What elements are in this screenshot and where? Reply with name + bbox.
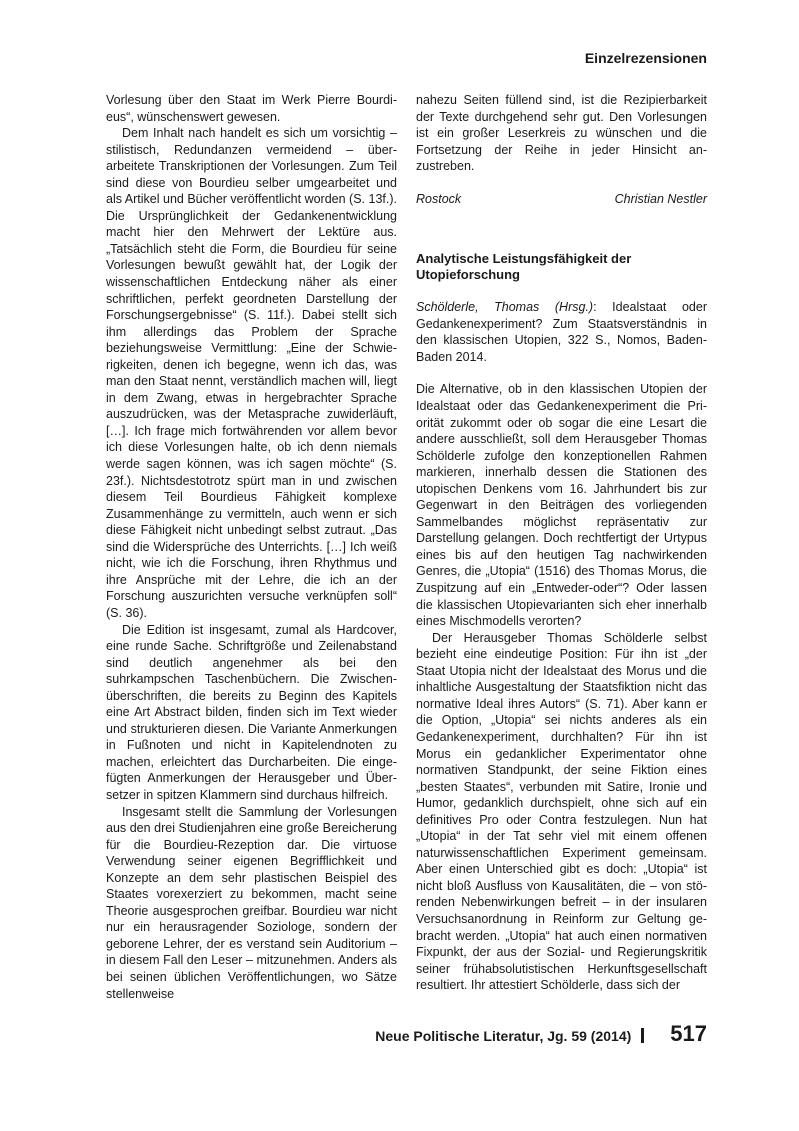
paragraph: Insgesamt stellt die Sammlung der Vorlesungen aus den drei Studienjahren eine große Bereicherung für die Bourdieu-Rezeption dar. Die virtuose Verwendung seiner eigenen Begrifflichkeit und Konzepte an dem sehr plastischen Beispiel des Staates vorexerziert zu bekommen, macht seine Theorie ausgesprochen greifbar. Bourdieu war nicht nur ein herausragender Soziologe, sondern der geborene Lehrer, der es verstand sein Auditorium – in diesem Fall den Leser – mitzunehmen. Anders als bei seinen üblichen Veröffentlichungen, wo Sätze stellenweise: [106, 804, 397, 1001]
paragraph: nahezu Seiten füllend sind, ist die Rezipierbarkeit der Texte durchgehend sehr gut. Den Vorlesungen ist ein großer Leserkreis zu wünschen und die Fortsetzung der Reihe in jeder Hinsicht anzustreben.: [416, 93, 707, 174]
section-label: Einzelrezensionen: [584, 50, 707, 66]
review-signature: [416, 191, 707, 208]
paragraph: Die Alternative, ob in den klassischen Utopien der Idealstaat oder das Gedankenexperiment die Priorität zukommt oder ob sogar die eine Lesart die andere ausschließt, soll dem Herausgeber Thomas Schölderle zufolge den konzeptionellen Rahmen markieren, innerhalb dessen die Stationen des utopischen Denkens vom 16. Jahrhundert bis zur Gegenwart in den Beiträgen des vorliegenden Sammelbandes möglichst repräsentativ zur Darstellung gelangen. Doch rechtfertigt der Urtypus eines bis auf den heutigen Tag nachwirkenden Genres, die „Utopia“ (1516) des Thomas Morus, die Zuspitzung auf ein „Entweder-oder“? Oder lassen die klassischen Utopievarianten sich eher innerhalb eines Mischmodells verorten?: [416, 382, 707, 629]
footer-separator: [641, 1028, 644, 1043]
journal-citation: Neue Politische Literatur, Jg. 59 (2014): [375, 1028, 632, 1044]
biblio-details: : Idealstaat oder Gedankenexperiment? Zum Staatsverständnis in den klassischen Utopien, 322 S., Nomos, Baden-Baden 2014.: [416, 300, 707, 364]
paragraph: Der Herausgeber Thomas Schölderle selbst bezieht eine eindeutige Position: Für ihn ist „der Staat Utopia nicht der Idealstaat des Morus und die inhaltliche Ausgestaltung der Staatsfiktion nicht das normative Ideal ihres Autors“ (S. 71). Aber kann er die Option, „Utopia“ sei nichts anderes als ein Gedankenexperiment, durchhalten? Für ihn ist Morus ein gedanklicher Experimentator ohne normativen Standpunkt, der seine Fiktion eines „besten Staates“, verbunden mit Satire, Ironie und Humor, gedanklich durchspielt, ohne sich auf ein definitives Pro oder Contra festzulegen. Nun hat „Utopia“ in der Tat sehr viel mit einem offenen naturwissenschaftlichen Experiment gemeinsam. Aber einen Unterschied gibt es doch: „Utopia“ ist nicht bloß Ausfluss von Kausalitäten, die – von störenden Nebenwirkungen befreit – in der insularen Versuchsanordnung in Reinform zur Geltung gebracht werden. „Utopia“ hat auch einen normativen Fixpunkt, der aus der Sozial- und Regierungskritik seiner frühabsolutistischen Herkunftsgesellschaft resultiert. Ihr attestiert Schölderle, dass sich der: [416, 630, 707, 993]
review-title: Analytische Leistungsfähigkeit der Utopieforschung: [416, 251, 632, 283]
paragraph: Vorlesung über den Staat im Werk Pierre Bourdieus“, wünschenswert gewesen.: [106, 93, 397, 124]
page-number: 517: [670, 1021, 707, 1046]
paragraph: Die Edition ist insgesamt, zumal als Hardcover, eine runde Sache. Schriftgröße und Zeilenabstand sind deutlich angenehmer als bei den suhrkampschen Taschenbüchern. Die Zwischenüberschriften, die bereits zu Beginn des Kapitels eine Art Abstract bilden, finden sich im Text wieder und strukturieren diesen. Die Variante Anmerkungen in Fußnoten und nicht in Kapitelendnoten zu machen, erleichtert das Durcharbeiten. Die eingefügten Anmerkungen der Herausgeber und Übersetzer in spitzen Klammern sind durchaus hilfreich.: [106, 622, 397, 802]
signature-place: Rostock: [416, 191, 462, 206]
bibliographic-entry: [416, 299, 707, 365]
paragraph: Dem Inhalt nach handelt es sich um vorsichtig – stilistisch, Redundanzen vermeidend – überarbeitete Transkriptionen der Vorlesungen. Zum Teil sind diese von Bourdieu selber umgearbeitet und als Artikel und Bücher veröffentlicht worden (S. 13f.). Die Ursprünglichkeit der Gedankenentwicklung macht hier den Mehrwert der Lektüre aus. „Tatsächlich steht die Form, die Bourdieu für seine Vorlesungen bewußt gewählt hat, der Logik der wissenschaftlichen Entdeckung näher als einer schriftlichen, perfekt geordneten Darstellung der Forschungsergebnisse“ (S. 11f.). Dabei stellt sich ihm allerdings das Problem der Sprache beziehungsweise Vermittlung: „Eine der Schwierigkeiten, denen ich begegne, wenn ich das, was man den Staat nennt, verständlich machen will, liegt in dem Zwang, etwas in hergebrachter Sprache auszudrücken, was der Metasprache zuwiderläuft, […]. Ich frage mich fortwährenden vor allem bevor ich diese Vorlesungen halte, ob ich denn niemals werde sagen können, was ich sagen möchte“ (S. 23f.). Nichtsdestotrotz spürt man in und zwischen diesem Teil Bourdieus Fähigkeit komplexe Zusammenhänge zu vermitteln, auch wenn er sich diese Fähigkeit nicht unbedingt selbst zutraut. „Das sind die Widersprüche des Unterrichts. […] Ich weiß nicht, wie ich die Forschung, ihren Rhythmus und ihre Ansprüche mit der Lehre, die ich an der Forschung auszurichten versuche verknüpfen soll“ (S. 36).: [106, 126, 397, 620]
biblio-author: Schölderle, Thomas (Hrsg.): [416, 300, 594, 315]
signature-name: Christian Nestler: [614, 191, 707, 206]
right-column: [416, 92, 707, 994]
left-column: [106, 92, 397, 1002]
page-footer: [375, 1021, 707, 1047]
